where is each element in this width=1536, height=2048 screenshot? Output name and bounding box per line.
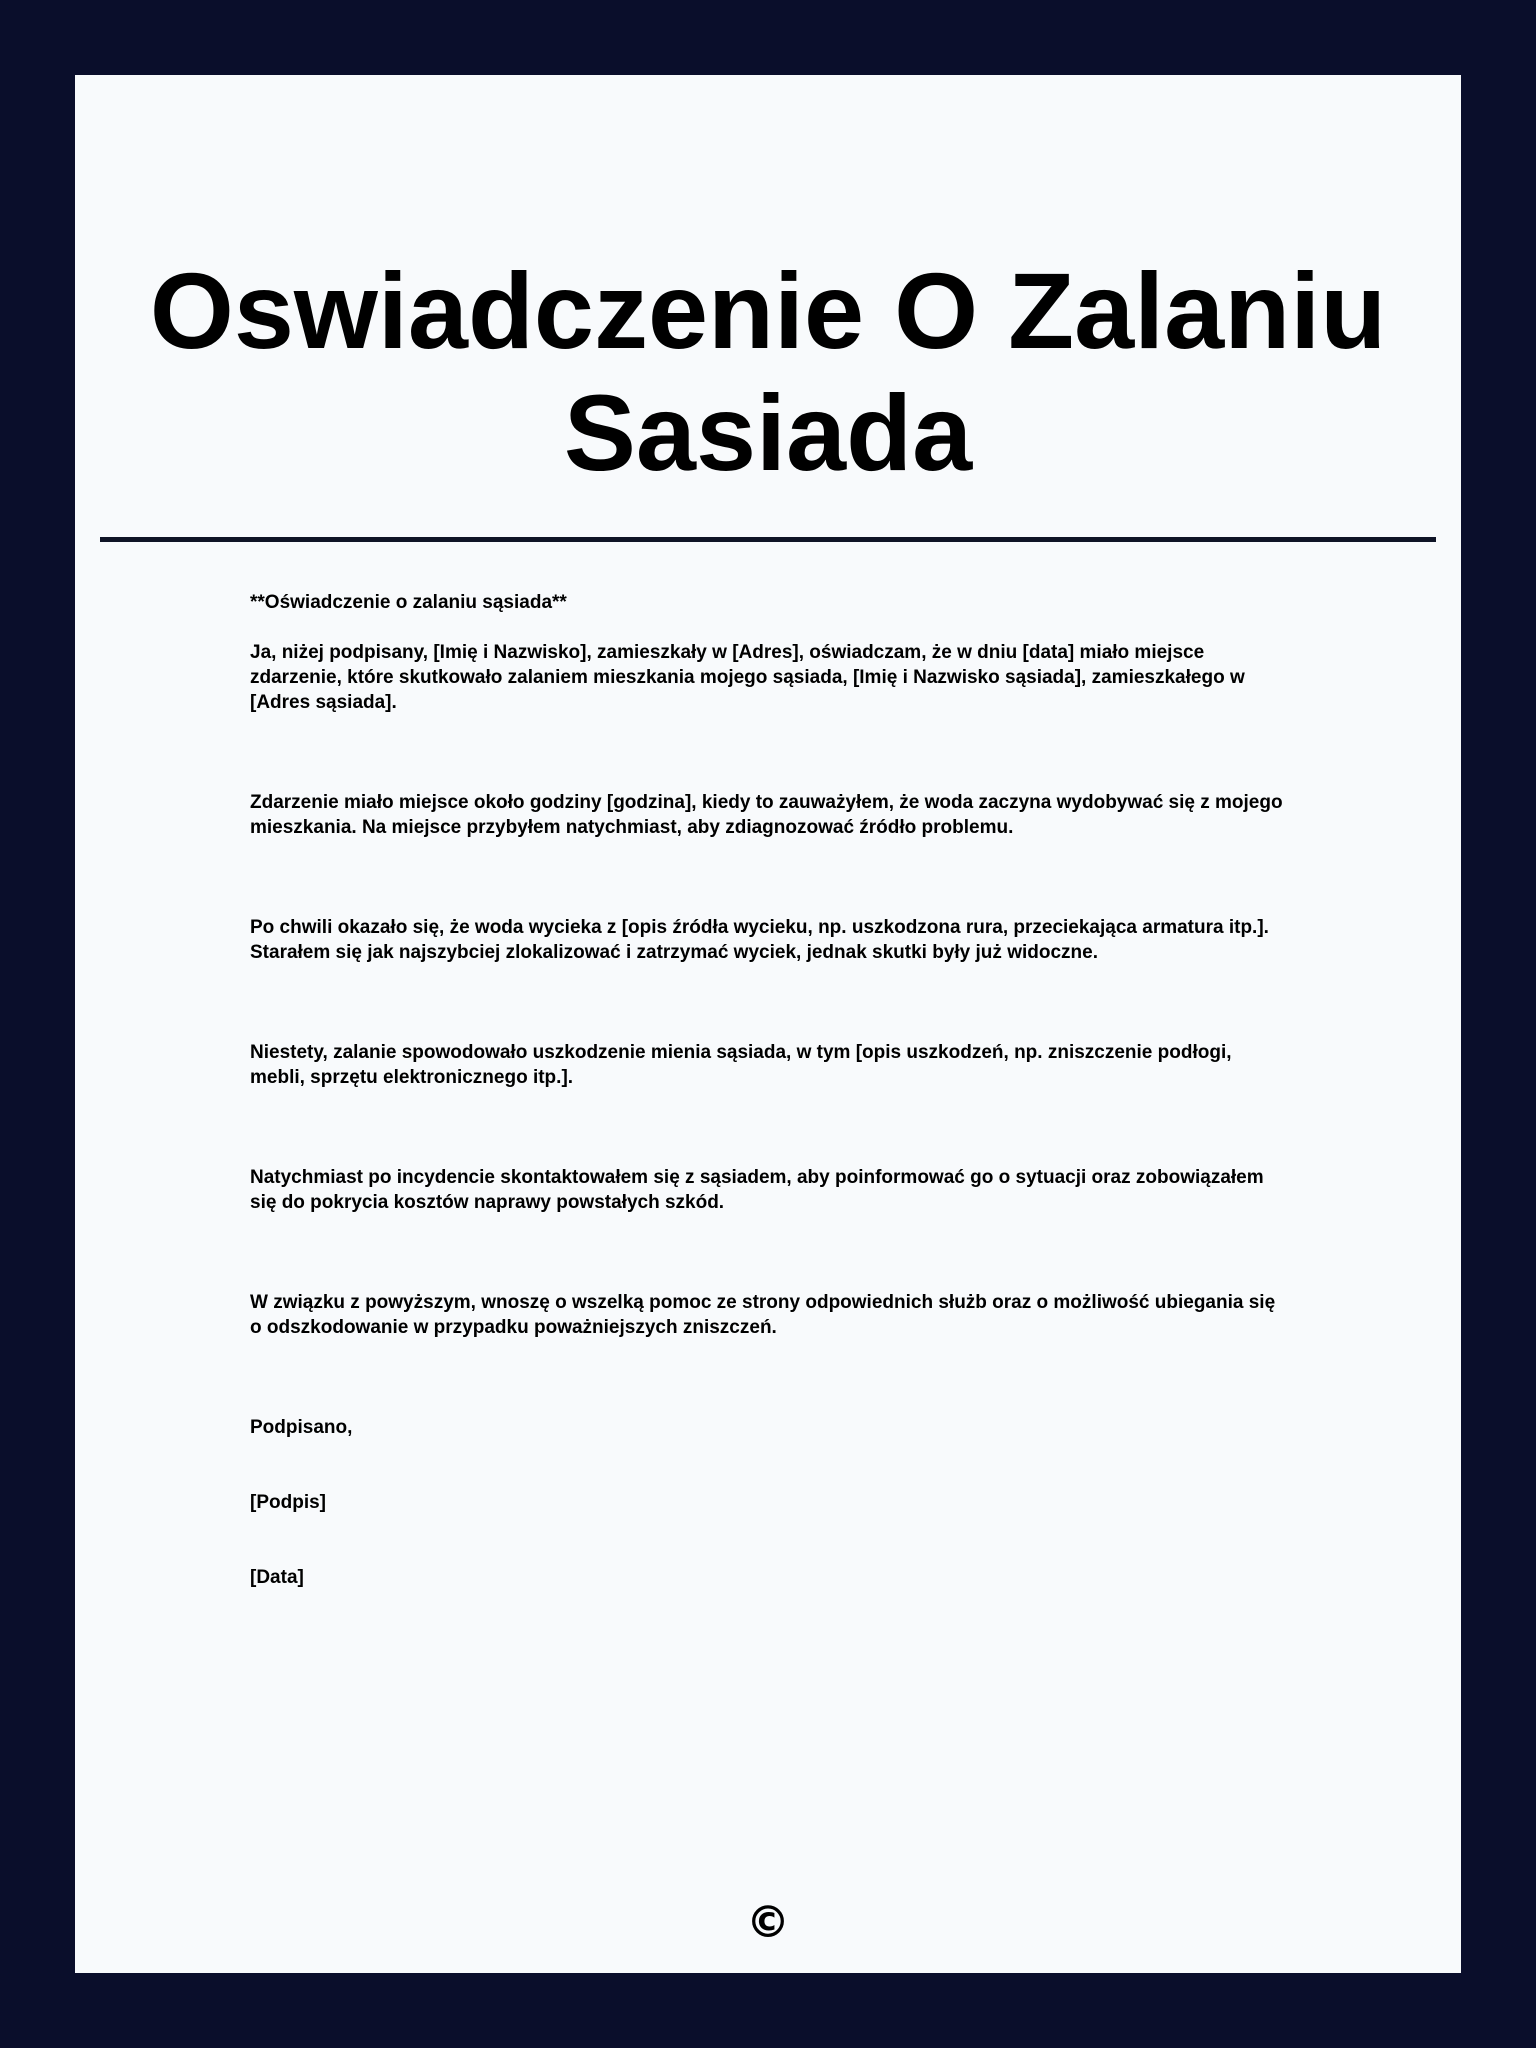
paragraph-contact: Natychmiast po incydencie skontaktowałem się z sąsiadem, aby poinformować go o sytuacji oraz zobowiązałem się do pokrycia kosztów naprawy powstałych szkód. (250, 1167, 1264, 1213)
statement-heading: **Oświadczenie o zalaniu sąsiada** (250, 592, 567, 613)
signature-placeholder: [Podpis] (250, 1492, 326, 1513)
title-divider (100, 537, 1436, 542)
date-placeholder: [Data] (250, 1567, 304, 1588)
paragraph-incident-time: Zdarzenie miało miejsce około godziny [godzina], kiedy to zauważyłem, że woda zaczyna wydobywać się z mojego mieszkania. Na miejsce przybyłem natychmiast, aby zdiagnozować źródło problemu. (250, 792, 1283, 838)
document-title: Oswiadczenie O Zalaniu Sasiada (149, 250, 1387, 493)
paragraph-request: W związku z powyższym, wnoszę o wszelką pomoc ze strony odpowiednich służb oraz o możliwość ubiegania się o odszkodowanie w przypadku poważniejszych zniszczeń. (250, 1292, 1276, 1338)
closing-signed: Podpisano, (250, 1417, 353, 1438)
paragraph-leak-source: Po chwili okazało się, że woda wycieka z [opis źródła wycieku, np. uszkodzona rura, przeciekająca armatura itp.]. Starałem się jak najszybciej zlokalizować i zatrzymać wyciek, jednak skutki były już widoczne. (250, 917, 1269, 963)
paragraph-damage: Niestety, zalanie spowodowało uszkodzenie mienia sąsiada, w tym [opis uszkodzeń, np. zniszczenie podłogi, mebli, sprzętu elektronicznego itp.]. (250, 1042, 1232, 1088)
paragraph-declaration: Ja, niżej podpisany, [Imię i Nazwisko], zamieszkały w [Adres], oświadczam, że w dniu [data] miało miejsce zdarzenie, które skutkowało zalaniem mieszkania mojego sąsiada, [Imię i Nazwisko sąsiada], zamieszkałego w [Adres sąsiada]. (250, 642, 1245, 713)
document-body (250, 590, 1290, 1590)
document-page (75, 75, 1461, 1973)
copyright-icon: © (746, 1897, 790, 1948)
